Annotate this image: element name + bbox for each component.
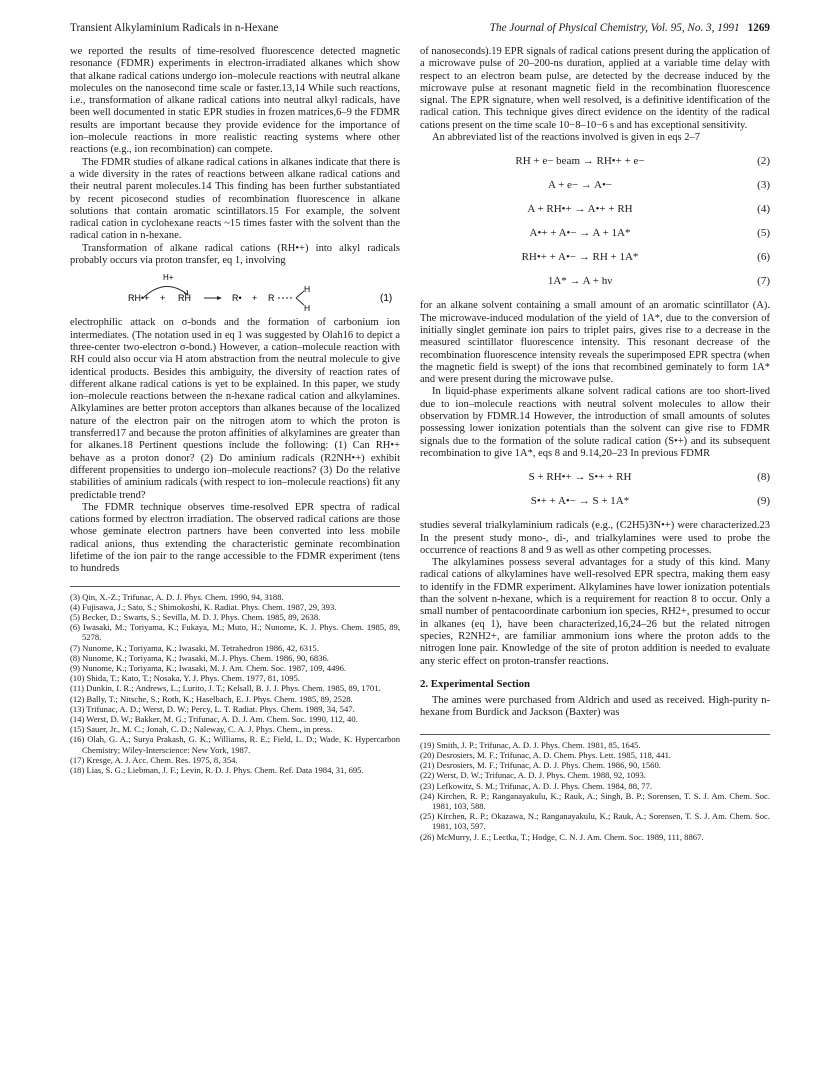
equation: S + RH•+ → S•+ + RH <box>528 471 632 484</box>
paragraph: we reported the results of time-resolved fluorescence detected magnetic resonance (FDMR) experiments in electron-irradiated alkanes which show that alkane radical cations undergo ion–molecule reactions with neutral alkane molecules on the nanosecond time scale or faster.13,14 While such reactions, i.e., transformation of alkane radical cations into neutral alkyl radicals, have been well documented in static EPR studies in frozen matrices,6–9 the FDMR results are important because they provide evidence for the importance of ion–molecule reactions in more realistic reacting systems where other reactions (e.g., ion recombination) can compete. <box>70 46 400 156</box>
reference: (4) Fujisawa, J.; Sato, S.; Shimokoshi, K. Radiat. Phys. Chem. 1987, 29, 393. <box>70 601 337 612</box>
paragraph: of nanoseconds).19 EPR signals of radical cations present during the application of a microwave pulse of 20–200-ns duration, applied at a variable time delay with respect to an electron beam pulse, are detected by the decrease induced by the microwave pulse at resonant magnetic field in the recombination fluorescence signal. The EPR signature, when well resolved, is a definitive identification of the radical cation. This technique gives direct evidence on the identity of the radical cations present on the time scale 10−8–10−6 s and has exceptional sensitivity. <box>420 46 770 131</box>
proton-transfer-scheme <box>70 271 400 313</box>
paragraph: The FDMR technique observes time-resolved EPR spectra of radical cations formed by electron irradiation. The observed radical cations are those whose geminate electron partners have been converted into less mobile radical anions, thus extending the characteristic geminate recombination lifetime of the ion pair to the range accessible to the FDMR experiment (tens to hundreds <box>70 501 400 575</box>
equation-number: (4) <box>757 203 770 216</box>
paragraph: The amines were purchased from Aldrich and used as received. High-purity n-hexane from Burdick and Jackson (Baxter) was <box>420 695 770 719</box>
reference: (10) Shida, T.; Kato, T.; Nosaka, Y. J. Phys. Chem. 1977, 81, 1095. <box>70 673 300 684</box>
equation: RH + e− beam → RH•+ + e− <box>515 155 645 168</box>
equation-row <box>420 198 770 222</box>
equation-row <box>420 174 770 198</box>
journal-citation <box>490 22 770 34</box>
reference: (15) Sauer, Jr., M. C.; Jonah, C. D.; Naleway, C. A. J. Phys. Chem., in press. <box>70 724 333 735</box>
paragraph: for an alkane solvent containing a small amount of an aromatic scintillator (A). The microwave-induced modulation of the yield of 1A*, due to the conversion of initially singlet geminate ion pairs to triplet pairs, gives rise to a decrease in the measured scintillator fluorescence intensity. This resonant decrease of the recombination fluorescence intensity reveals the superimposed EPR spectra (when the magnetic field is swept) of the ions that recombined geminately to form 1A* and were present during the microwave pulse. <box>420 300 770 386</box>
reference: (7) Nunome, K.; Toriyama, K.; Iwasaki, M. Tetrahedron 1986, 42, 6315. <box>70 642 319 653</box>
bond-icon <box>296 291 304 298</box>
paragraph: studies several trialkylaminium radicals (e.g., (C2H5)3N•+) were characterized.23 In the present study mono-, di-, and trialkylamines were used to probe the occurrence of reactions 8 and 9 as well as other competing processes. <box>420 520 770 556</box>
reference: (23) Lefkowitz, S. M.; Trifunac, A. D. J. Phys. Chem. 1984, 88, 77. <box>420 780 653 791</box>
journal-name: The Journal of Physical Chemistry, Vol. 95, No. 3, 1991 <box>489 22 740 34</box>
section-heading: 2. Experimental Section <box>420 677 531 690</box>
reference: (3) Qin, X.-Z.; Trifunac, A. D. J. Phys. Chem. 1990, 94, 3188. <box>70 591 284 602</box>
running-title: Transient Alkylaminium Radicals in n-Hexane <box>70 22 279 34</box>
equation-number: (3) <box>757 179 770 192</box>
right-column <box>420 46 770 842</box>
paragraph: An abbreviated list of the reactions involved is given in eqs 2–7 <box>432 132 700 144</box>
equation-row <box>420 466 770 490</box>
scheme-reactant: RH•+ <box>128 293 150 304</box>
footnote-references <box>420 734 770 842</box>
equation-number: (8) <box>757 471 770 484</box>
equation: A•+ + A•− → A + 1A* <box>529 227 631 240</box>
page-number: 1269 <box>747 22 770 34</box>
reference: (18) Lias, S. G.; Liebman, J. F.; Levin, R. D. J. Phys. Chem. Ref. Data 1984, 31, 695. <box>70 765 364 776</box>
equation-row <box>420 222 770 246</box>
reference: (25) Kirchen, R. P.; Okazawa, N.; Ranganayakulu, K.; Rauk, A.; Sorensen, T. S. J. Am. Chem. Soc. 1981, 103, 597. <box>420 811 770 832</box>
reference: (8) Nunome, K.; Toriyama, K.; Iwasaki, M. J. Phys. Chem. 1986, 90, 6836. <box>70 652 329 663</box>
equation-number: (1) <box>380 293 393 305</box>
reference: (11) Dunkin, I. R.; Andrews, L.; Lurito, J. T.; Kelsall, B. J. J. Phys. Chem. 1985, 89, 1701. <box>70 683 381 694</box>
bond-icon <box>296 298 304 305</box>
reference: (16) Olah, G. A.; Surya Prakash, G. K.; Williams, R. E.; Field, L. D.; Wade, K. Hypercarbon Chemistry; Wiley-Interscience: New York, 1987. <box>70 734 400 755</box>
equation-number: (2) <box>757 155 770 168</box>
equation-row <box>420 490 770 514</box>
equation: S•+ + A•− → S + 1A* <box>530 495 630 508</box>
reference: (19) Smith, J. P.; Trifunac, A. D. J. Phys. Chem. 1981, 85, 1645. <box>420 739 641 750</box>
scheme-h-bottom: H <box>304 303 311 314</box>
page-header <box>70 22 770 38</box>
equation-row <box>420 270 770 294</box>
equation-number: (9) <box>757 495 770 508</box>
scheme-product: R• <box>232 293 242 304</box>
scheme-r: R <box>268 293 275 304</box>
reference: (21) Desrosiers, M. F.; Trifunac, A. D. J. Phys. Chem. 1986, 90, 1560. <box>420 760 661 771</box>
equation: A + RH•+ → A•+ + RH <box>527 203 633 216</box>
equation: 1A* → A + hν <box>547 275 613 288</box>
equation-number: (6) <box>757 251 770 264</box>
equation-number: (5) <box>757 227 770 240</box>
footnote-references <box>70 586 400 776</box>
reference: (5) Becker, D.; Swarts, S.; Sevilla, M. D. J. Phys. Chem. 1985, 89, 2638. <box>70 611 321 622</box>
reference: (20) Desrosiers, M. F.; Trifunac, A. D. Chem. Phys. Lett. 1985, 118, 441. <box>420 749 672 760</box>
reference: (14) Werst, D. W.; Bakker, M. G.; Trifunac, A. D. J. Am. Chem. Soc. 1990, 112, 40. <box>70 714 358 725</box>
paragraph: The FDMR studies of alkane radical cations in alkanes indicate that there is a wide diversity in the rates of reactions between alkane radical cations and their neutral parent molecules.14 This finding has been further substantiated by recent picosecond studies of recombination fluorescence in alkane solutions that contain aromatic scintillators.15 For example, the solvent radical cation in cyclohexane reacts ~15 times faster with the solvent than the radical cation in n-hexane. <box>70 156 400 242</box>
arrowhead-icon <box>217 296 222 300</box>
equation: RH•+ + A•− → RH + 1A* <box>521 251 639 264</box>
scheme-h-top: H <box>304 284 311 295</box>
equation-number: (7) <box>757 275 770 288</box>
reference: (9) Nunome, K.; Toriyama, K.; Iwasaki, M. J. Am. Chem. Soc. 1987, 109, 4496. <box>70 663 347 673</box>
paragraph: Transformation of alkane radical cations (RH•+) into alkyl radicals probably occurs via proton transfer, eq 1, involving <box>70 242 400 267</box>
left-column <box>70 46 400 775</box>
equations-2-7 <box>420 150 770 294</box>
reference: (6) Iwasaki, M.; Toriyama, K.; Fukaya, M.; Muto, H.; Nunome, K. J. Phys. Chem. 1985, 89, 5278. <box>70 622 400 643</box>
reference: (17) Kresge, A. J. Acc. Chem. Res. 1975, 8, 354. <box>70 754 238 765</box>
equation-1-scheme <box>70 271 400 313</box>
reference: (22) Werst, D. W.; Trifunac, A. D. J. Phys. Chem. 1988, 92, 1093. <box>420 770 646 781</box>
reference: (12) Bally, T.; Nitsche, S.; Roth, K.; Haselbach, E. J. Phys. Chem. 1985, 89, 2528. <box>70 693 353 704</box>
scheme-rh: RH <box>178 293 191 304</box>
reference: (26) McMurry, J. E.; Lectka, T.; Hodge, C. N. J. Am. Chem. Soc. 1989, 111, 8867. <box>420 831 704 842</box>
reference: (24) Kirchen, R. P.; Ranganayakulu, K.; Rauk, A.; Singh, B. P.; Sorensen, T. S. J. Am. Chem. Soc. 1981, 103, 588. <box>420 790 770 811</box>
scheme-plus: + <box>252 293 258 304</box>
equation: A + e− → A•− <box>547 179 613 192</box>
paragraph: electrophilic attack on σ-bonds and the formation of carbonium ion intermediates. (The notation used in eq 1 was suggested by Olah16 to depict a three-center two-electron σ-bond.) However, a cation–molecule reaction with RH could also occur via H atom abstraction from the neutral molecule to give identical products. Besides this ambiguity, the diversity of reaction rates of different alkane radical cations is yet to be explained. In this paper, we study ion–molecule reactions between the n-hexane radical cation and alkylamines. Alkylamines are better proton acceptors than alkanes because of the localized nature of the electron pair on the nitrogen atom to which the proton is transferred17 and because the proton affinities of alkylamines are greater than for alkanes.18 Pertinent questions include the following: (1) Can RH•+ behave as a proton donor? (2) Do aminium radicals (R2NH•+) exhibit different propensities to undergo ion–molecule reactions? (3) Do the relative stabilities of aminium radicals (with respect to ion–molecule reactions) fit any predictable trend? <box>70 317 400 501</box>
scheme-plus: + <box>160 293 166 304</box>
equation-row <box>420 150 770 174</box>
paragraph: In liquid-phase experiments alkane solvent radical cations are too short-lived due to ion–molecule reactions with neutral solvent molecules to allow their observation by FDMR.14 However, the introduction of small amounts of solutes possessing lower ionization potentials than the solvent can give rise to FDMR signals due to the formation of the solute radical cation (S•+) and its subsequent recombination to give 1A*, eqs 8 and 9.14,20–23 In previous FDMR <box>420 386 770 459</box>
scheme-hplus: H+ <box>163 273 174 283</box>
equation-row <box>420 246 770 270</box>
paragraph: The alkylamines possess several advantages for a study of this kind. Many radical cations of alkylamines have well-resolved EPR spectra, making them easy to identify in the FDMR experiment. Alkylamines have lower ionization potentials than the solvent n-hexane, which is a requirement for reaction 8 to occur. Only a small number of pentacoordinate carbonium ion species, RH2+, presumed to occur in alkanes (eq 1), have been characterized,16,24–26 but the related nitrogen species, R2NH2+, are familiar ammonium ions where the proton adds to the nitrogen lone pair. Knowledge of the site of proton addition is needed to evaluate any steric effect on proton-transfer reactions. <box>420 557 770 667</box>
equations-8-9 <box>420 466 770 514</box>
reference: (13) Trifunac, A. D.; Werst, D. W.; Percy, L. T. Radiat. Phys. Chem. 1989, 34, 547. <box>70 703 355 714</box>
